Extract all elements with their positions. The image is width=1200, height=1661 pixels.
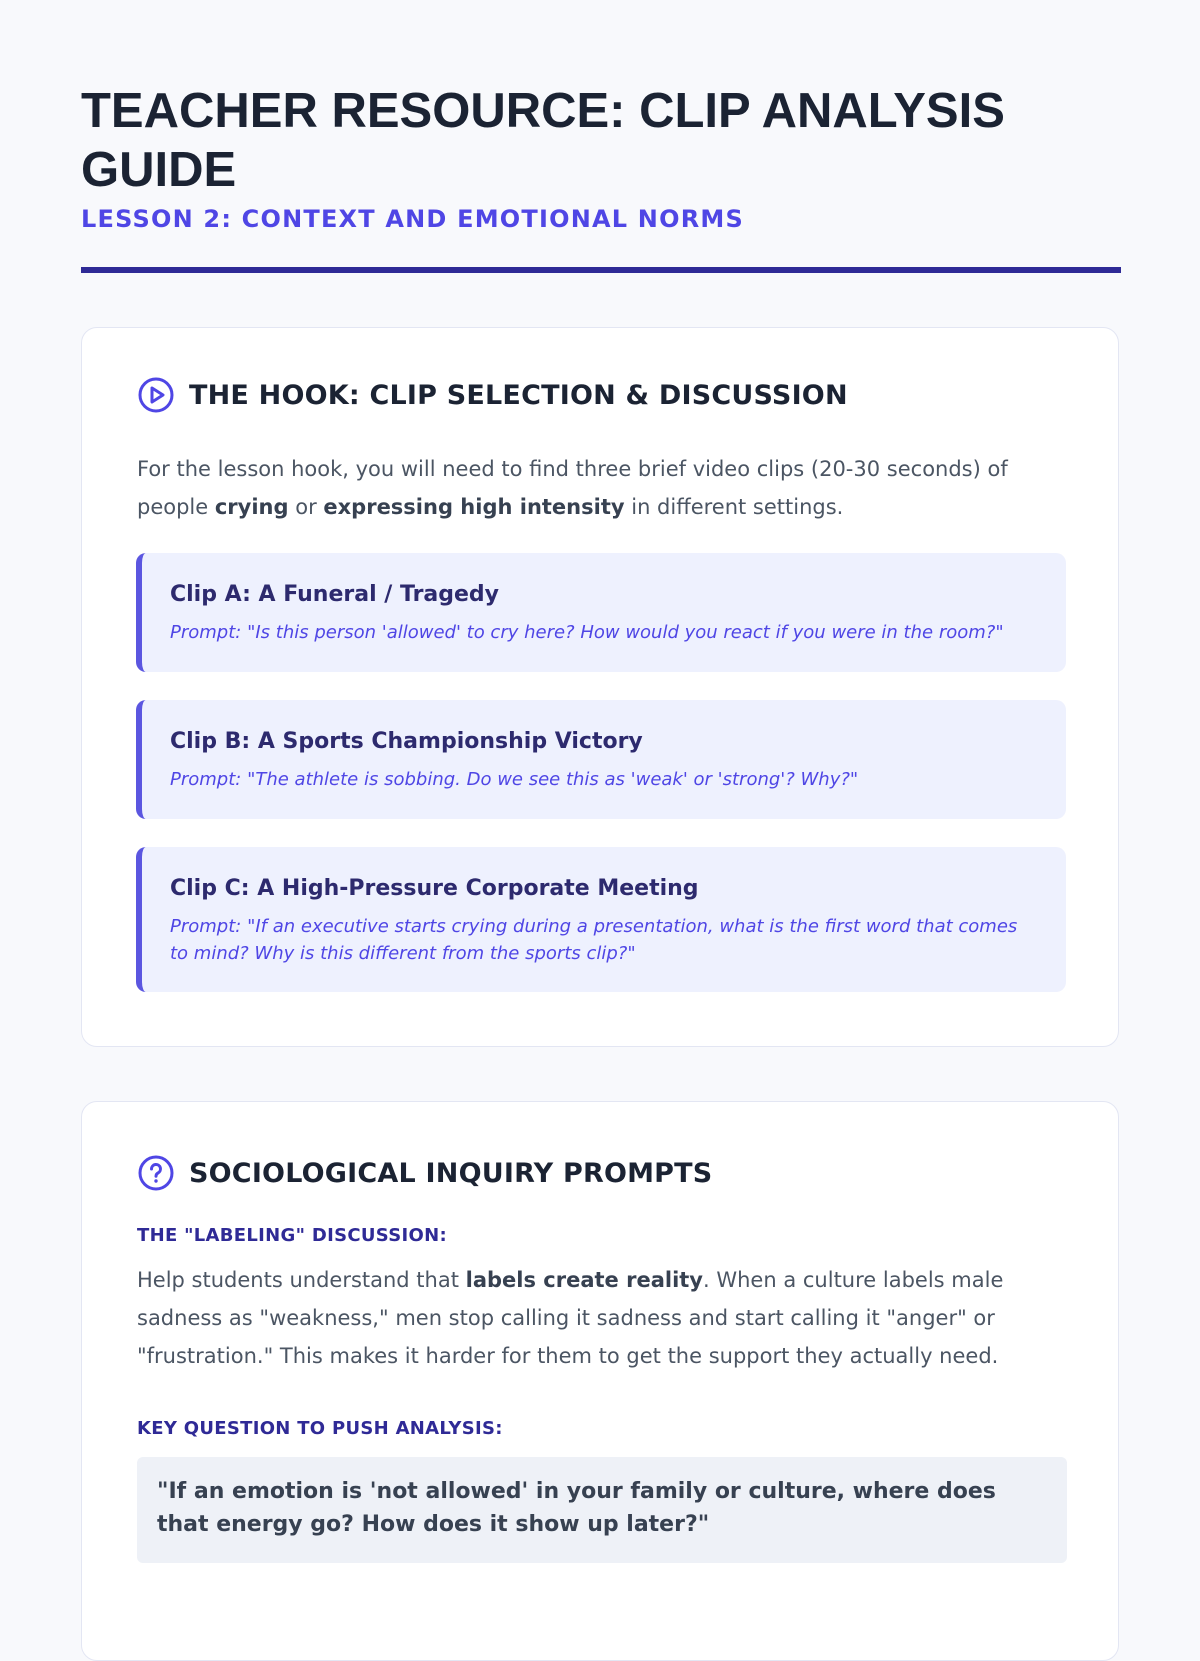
clip-title: Clip B: A Sports Championship Victory bbox=[170, 729, 643, 754]
clip-prompt: Prompt: "The athlete is sobbing. Do we see this as 'weak' or 'strong'? Why?" bbox=[170, 769, 859, 790]
clip-prompt: Prompt: "Is this person 'allowed' to cry here? How would you react if you were in the room?" bbox=[170, 622, 1004, 643]
inquiry-header bbox=[137, 1154, 712, 1192]
clip-title: Clip C: A High-Pressure Corporate Meeting bbox=[170, 876, 699, 901]
question-circle-icon bbox=[137, 1154, 175, 1192]
play-circle-icon bbox=[137, 376, 175, 414]
inquiry-card bbox=[81, 1101, 1119, 1661]
hook-title: THE HOOK: CLIP SELECTION & DISCUSSION bbox=[189, 379, 848, 411]
hook-header bbox=[137, 376, 848, 414]
key-question-quote: "If an emotion is 'not allowed' in your family or culture, where does that energy go? How does it show up later?" bbox=[137, 1457, 1067, 1563]
inquiry-title: SOCIOLOGICAL INQUIRY PROMPTS bbox=[189, 1157, 713, 1189]
title-divider bbox=[81, 267, 1121, 273]
page-title: TEACHER RESOURCE: CLIP ANALYSIS GUIDE bbox=[81, 84, 1005, 197]
labeling-label: THE "LABELING" DISCUSSION: bbox=[137, 1225, 447, 1246]
clip-prompt: Prompt: "If an executive starts crying during a presentation, what is the first word that comes to mind? Why is this different from the sports clip?" bbox=[170, 916, 1018, 964]
hook-intro: For the lesson hook, you will need to find three brief video clips (20-30 seconds) of people crying or expressing high intensity in different settings. bbox=[137, 457, 1008, 519]
labeling-text: Help students understand that labels create reality. When a culture labels male sadness as "weakness," men stop calling it sadness and start calling it "anger" or "frustration." This makes it harder for them to get the support they actually need. bbox=[137, 1268, 1004, 1368]
clip-card-c bbox=[136, 847, 1066, 992]
clip-card-b bbox=[136, 700, 1066, 819]
hook-card bbox=[81, 327, 1119, 1047]
clip-card-a bbox=[136, 553, 1066, 672]
page-subtitle: LESSON 2: CONTEXT AND EMOTIONAL NORMS bbox=[81, 205, 744, 233]
key-question-label: KEY QUESTION TO PUSH ANALYSIS: bbox=[137, 1418, 503, 1439]
clip-title: Clip A: A Funeral / Tragedy bbox=[170, 582, 500, 607]
